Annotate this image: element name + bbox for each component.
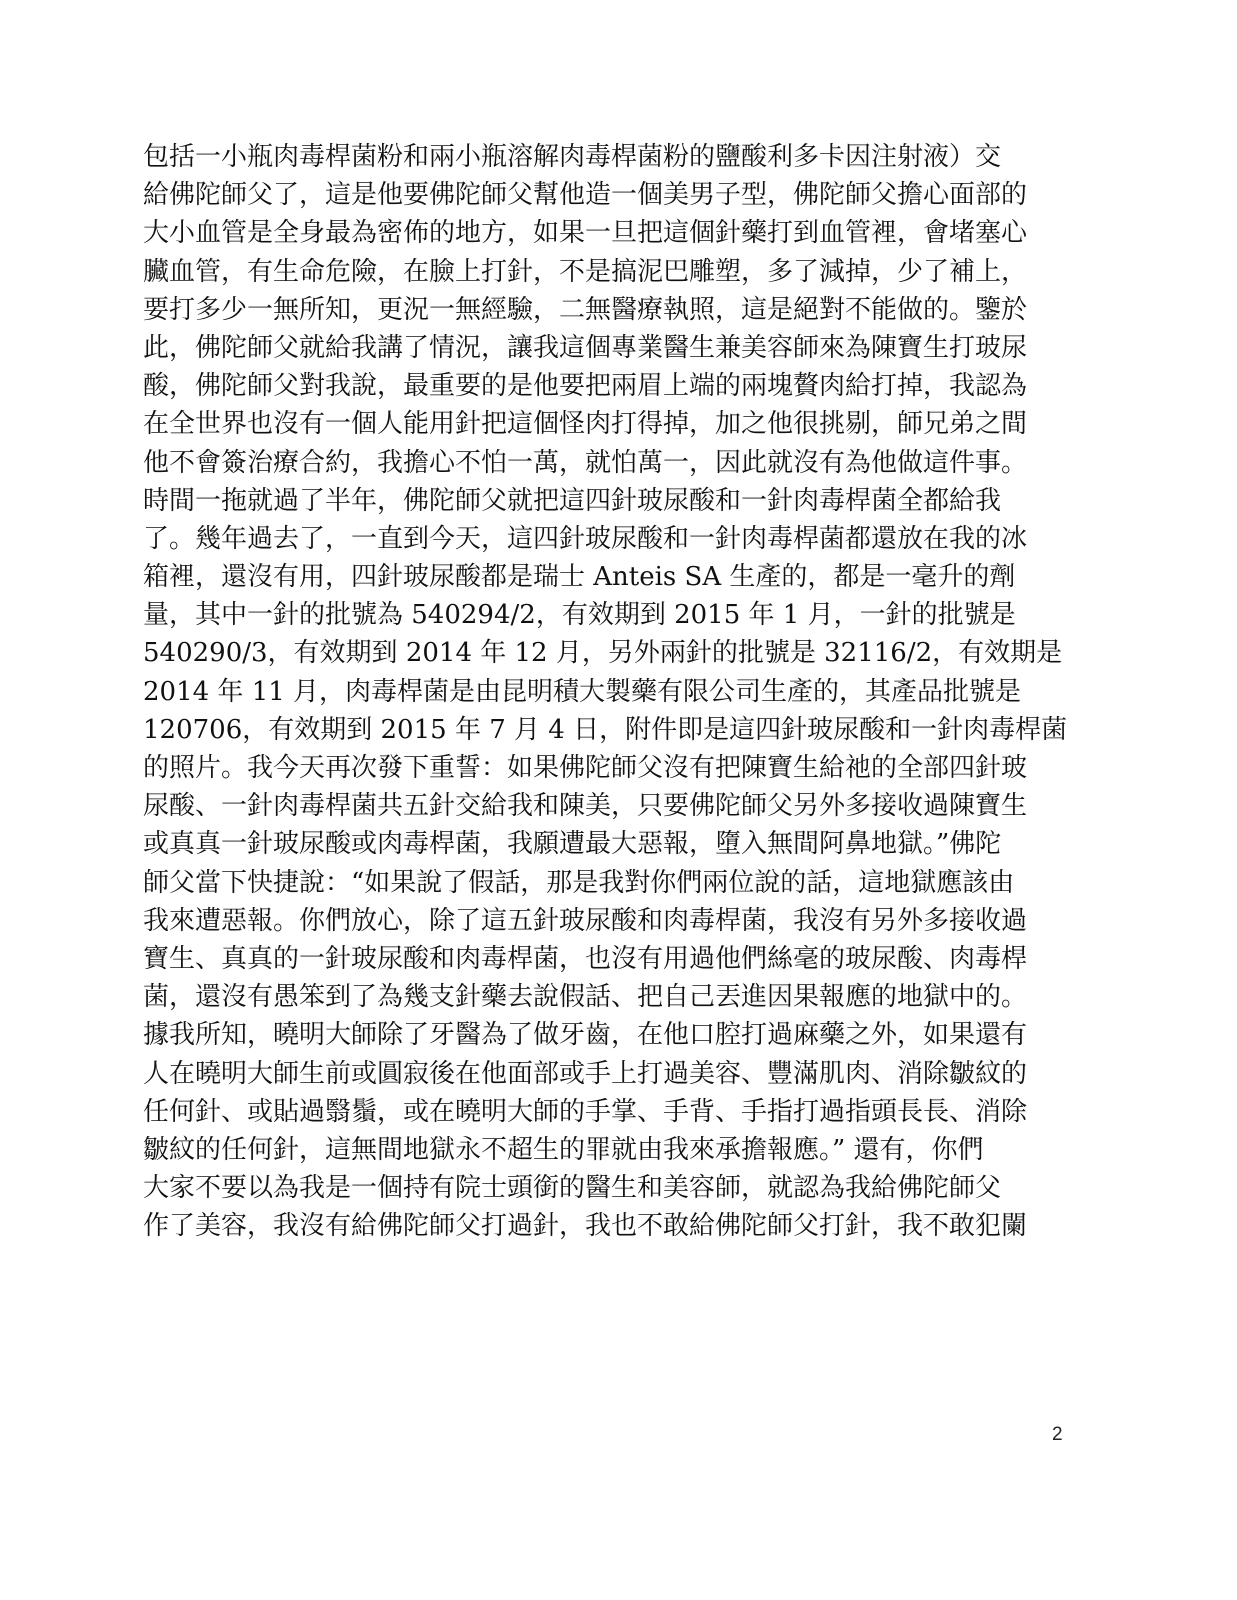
- text-line: 給佛陀師父了，這是他要佛陀師父幫他造一個美男子型，佛陀師父擔心面部的: [143, 180, 1028, 211]
- text-line: 任何針、或貼過翳鬚，或在曉明大師的手掌、手背、手指打過指頭長長、消除: [143, 1096, 1028, 1127]
- text-line: 540290/3，有效期到 2014 年 12 月，另外兩針的批號是 32116/2，有效期是: [143, 638, 1063, 669]
- text-line: 的照片。我今天再次發下重誓：如果佛陀師父沒有把陳寶生給祂的全部四針玻: [143, 753, 1028, 783]
- text-line: 箱裡，還沒有用，四針玻尿酸都是瑞士 Anteis SA 生產的，都是一毫升的劑: [143, 562, 1016, 593]
- text-line: 量，其中一針的批號為 540294/2，有效期到 2015 年 1 月，一針的批號是: [143, 600, 1016, 631]
- text-line: 120706，有效期到 2015 年 7 月 4 日，附件即是這四針玻尿酸和一針肉毒桿菌: [143, 714, 1068, 745]
- text-line: 大小血管是全身最為密佈的地方，如果一旦把這個針藥打到血管裡，會堵塞心: [143, 218, 1028, 249]
- text-line: 大家不要以為我是一個持有院士頭銜的醫生和美容師，就認為我給佛陀師父: [143, 1173, 1002, 1204]
- text-line: 要打多少一無所知，更況一無經驗，二無醫療執照，這是絕對不能做的。鑒於: [143, 294, 1028, 325]
- text-line: 臟血管，有生命危險，在臉上打針，不是搞泥巴雕塑，多了減掉，少了補上，: [143, 256, 1028, 287]
- text-line: 或真真一針玻尿酸或肉毒桿菌，我願遭最大惡報，墮入無間阿鼻地獄。”佛陀: [143, 829, 1002, 860]
- text-line: 在全世界也沒有一個人能用針把這個怪肉打得掉，加之他很挑剔，師兄弟之間: [143, 409, 1028, 440]
- text-line: 菌，還沒有愚笨到了為幾支針藥去說假話、把自己丟進因果報應的地獄中的。: [143, 982, 1028, 1013]
- text-line: 師父當下快捷說：“如果說了假話，那是我對你們兩位說的話，這地獄應該由: [143, 867, 1015, 898]
- text-line: 時間一拖就過了半年，佛陀師父就把這四針玻尿酸和一針肉毒桿菌全都給我: [143, 485, 1002, 516]
- text-line: 此，佛陀師父就給我講了情況，讓我這個專業醫生兼美容師來為陳寶生打玻尿: [143, 332, 1028, 363]
- text-line: 酸，佛陀師父對我說，最重要的是他要把兩眉上端的兩塊贅肉給打掉，我認為: [143, 371, 1028, 402]
- text-line: 據我所知，曉明大師除了牙醫為了做牙齒，在他口腔打過麻藥之外，如果還有: [143, 1020, 1028, 1051]
- text-line: 作了美容，我沒有給佛陀師父打過針，我也不敢給佛陀師父打針，我不敢犯闌: [143, 1211, 1028, 1242]
- text-line: 他不會簽治療合約，我擔心不怕一萬，就怕萬一，因此就沒有為他做這件事。: [143, 447, 1028, 478]
- page-number: 2: [1052, 1424, 1063, 1445]
- text-line: 了。幾年過去了，一直到今天，這四針玻尿酸和一針肉毒桿菌都還放在我的冰: [143, 523, 1028, 554]
- body-text: [143, 138, 1083, 1245]
- text-line: 皺紋的任何針，這無間地獄永不超生的罪就由我來承擔報應。” 還有，你們: [143, 1134, 984, 1165]
- text-line: 包括一小瓶肉毒桿菌粉和兩小瓶溶解肉毒桿菌粉的鹽酸利多卡因注射液）交: [143, 142, 1002, 172]
- text-line: 2014 年 11 月，肉毒桿菌是由昆明積大製藥有限公司生產的，其產品批號是: [143, 676, 1022, 707]
- text-line: 寶生、真真的一針玻尿酸和肉毒桿菌，也沒有用過他們絲毫的玻尿酸、肉毒桿: [143, 943, 1028, 974]
- text-line: 我來遭惡報。你們放心，除了這五針玻尿酸和肉毒桿菌，我沒有另外多接收過: [143, 905, 1028, 936]
- text-line: 尿酸、一針肉毒桿菌共五針交給我和陳美，只要佛陀師父另外多接收過陳寶生: [143, 791, 1028, 822]
- text-line: 人在曉明大師生前或圓寂後在他面部或手上打過美容、豐滿肌肉、消除皺紋的: [143, 1058, 1028, 1089]
